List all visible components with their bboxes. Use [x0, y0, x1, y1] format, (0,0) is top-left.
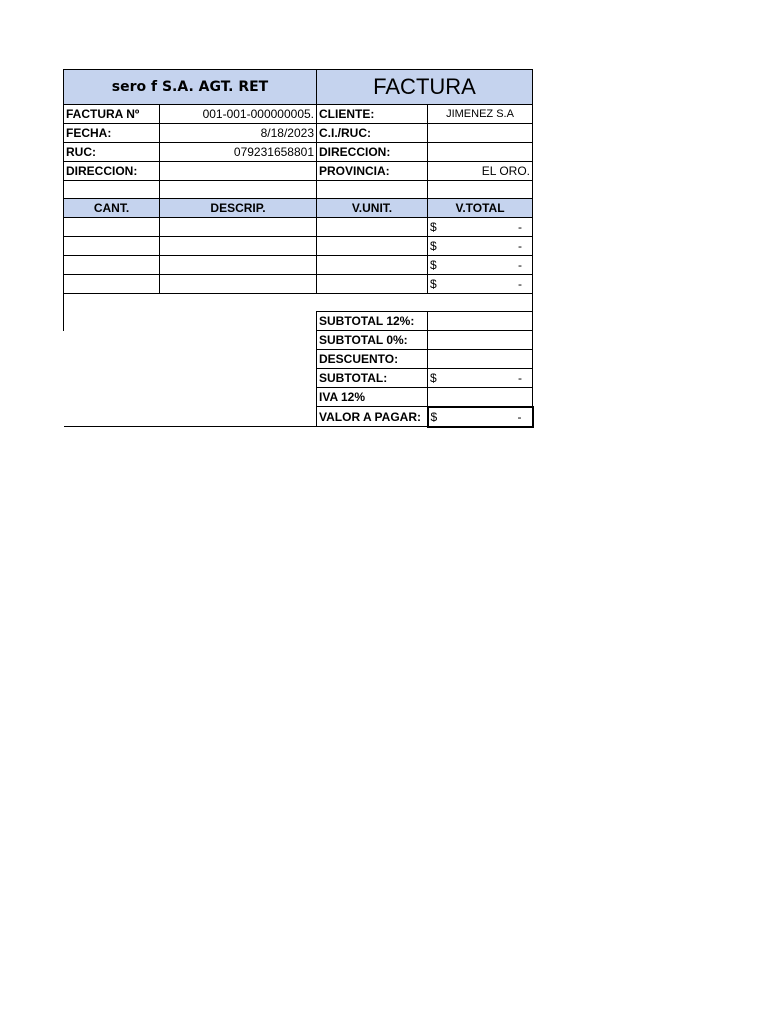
item-vtotal[interactable] — [428, 275, 533, 294]
iva-value[interactable] — [428, 388, 533, 407]
item-row — [64, 218, 533, 237]
currency-symbol: $ — [430, 220, 437, 234]
col-vunit: V.UNIT. — [317, 199, 428, 218]
spacer-row — [64, 294, 533, 312]
item-row — [64, 237, 533, 256]
totals-row — [64, 312, 533, 331]
company-name: sero f S.A. AGT. RET — [64, 70, 317, 105]
item-cant[interactable] — [64, 275, 160, 294]
ci-ruc-label: C.I./RUC: — [317, 124, 428, 143]
invoice-sheet — [63, 69, 532, 428]
amount: - — [518, 239, 522, 253]
total-due-label: VALOR A PAGAR: — [317, 407, 428, 427]
item-vunit[interactable] — [317, 275, 428, 294]
currency-symbol: $ — [430, 239, 437, 253]
blank-cell[interactable] — [64, 181, 160, 199]
address-label: DIRECCION: — [64, 162, 160, 181]
subtotal-label: SUBTOTAL: — [317, 369, 428, 388]
totals-row — [64, 350, 533, 369]
date-value[interactable]: 8/18/2023 — [160, 124, 317, 143]
col-descrip: DESCRIP. — [160, 199, 317, 218]
invoice-number-value[interactable]: 001-001-000000005. — [160, 105, 317, 124]
info-row — [64, 143, 533, 162]
item-descrip[interactable] — [160, 218, 317, 237]
empty-area — [64, 407, 317, 427]
item-cant[interactable] — [64, 237, 160, 256]
empty-area — [64, 350, 317, 369]
ruc-value[interactable]: 079231658801 — [160, 143, 317, 162]
subtotal-12-label: SUBTOTAL 12%: — [317, 312, 428, 331]
totals-row — [64, 388, 533, 407]
empty-area — [64, 369, 317, 388]
province-value[interactable]: EL ORO. — [428, 162, 533, 181]
totals-row — [64, 331, 533, 350]
item-row — [64, 275, 533, 294]
amount: - — [518, 277, 522, 291]
amount: - — [518, 220, 522, 234]
subtotal-0-label: SUBTOTAL 0%: — [317, 331, 428, 350]
client-address-value[interactable] — [428, 143, 533, 162]
item-cant[interactable] — [64, 256, 160, 275]
spacer-cell — [64, 294, 533, 312]
ruc-label: RUC: — [64, 143, 160, 162]
invoice-number-label: FACTURA Nº — [64, 105, 160, 124]
discount-value[interactable] — [428, 350, 533, 369]
col-vtotal: V.TOTAL — [428, 199, 533, 218]
blank-cell[interactable] — [428, 181, 533, 199]
item-vtotal[interactable] — [428, 218, 533, 237]
item-cant[interactable] — [64, 218, 160, 237]
items-header-row — [64, 199, 533, 218]
blank-cell[interactable] — [317, 181, 428, 199]
subtotal-0-value[interactable] — [428, 331, 533, 350]
invoice-title: FACTURA — [317, 70, 533, 105]
col-cant: CANT. — [64, 199, 160, 218]
item-vtotal[interactable] — [428, 256, 533, 275]
totals-row — [64, 369, 533, 388]
blank-row — [64, 181, 533, 199]
client-address-label: DIRECCION: — [317, 143, 428, 162]
subtotal-value[interactable]: $ - — [428, 369, 533, 388]
iva-label: IVA 12% — [317, 388, 428, 407]
info-row — [64, 162, 533, 181]
discount-label: DESCUENTO: — [317, 350, 428, 369]
info-row — [64, 124, 533, 143]
address-value[interactable] — [160, 162, 317, 181]
empty-area — [64, 388, 317, 407]
item-row — [64, 256, 533, 275]
client-label: CLIENTE: — [317, 105, 428, 124]
total-due-value[interactable]: $ - — [428, 407, 533, 427]
item-descrip[interactable] — [160, 275, 317, 294]
subtotal-12-value[interactable] — [428, 312, 533, 331]
client-value[interactable]: JIMENEZ S.A — [428, 105, 533, 124]
item-vunit[interactable] — [317, 256, 428, 275]
totals-row — [64, 407, 533, 427]
item-descrip[interactable] — [160, 237, 317, 256]
info-row — [64, 105, 533, 124]
invoice-table — [63, 69, 534, 428]
item-descrip[interactable] — [160, 256, 317, 275]
currency-symbol: $ — [430, 258, 437, 272]
empty-area — [64, 312, 317, 331]
empty-area — [64, 331, 317, 350]
header-row — [64, 70, 533, 105]
item-vunit[interactable] — [317, 237, 428, 256]
item-vtotal[interactable] — [428, 237, 533, 256]
date-label: FECHA: — [64, 124, 160, 143]
currency-symbol: $ — [430, 277, 437, 291]
amount: - — [518, 258, 522, 272]
ci-ruc-value[interactable] — [428, 124, 533, 143]
item-vunit[interactable] — [317, 218, 428, 237]
blank-cell[interactable] — [160, 181, 317, 199]
province-label: PROVINCIA: — [317, 162, 428, 181]
